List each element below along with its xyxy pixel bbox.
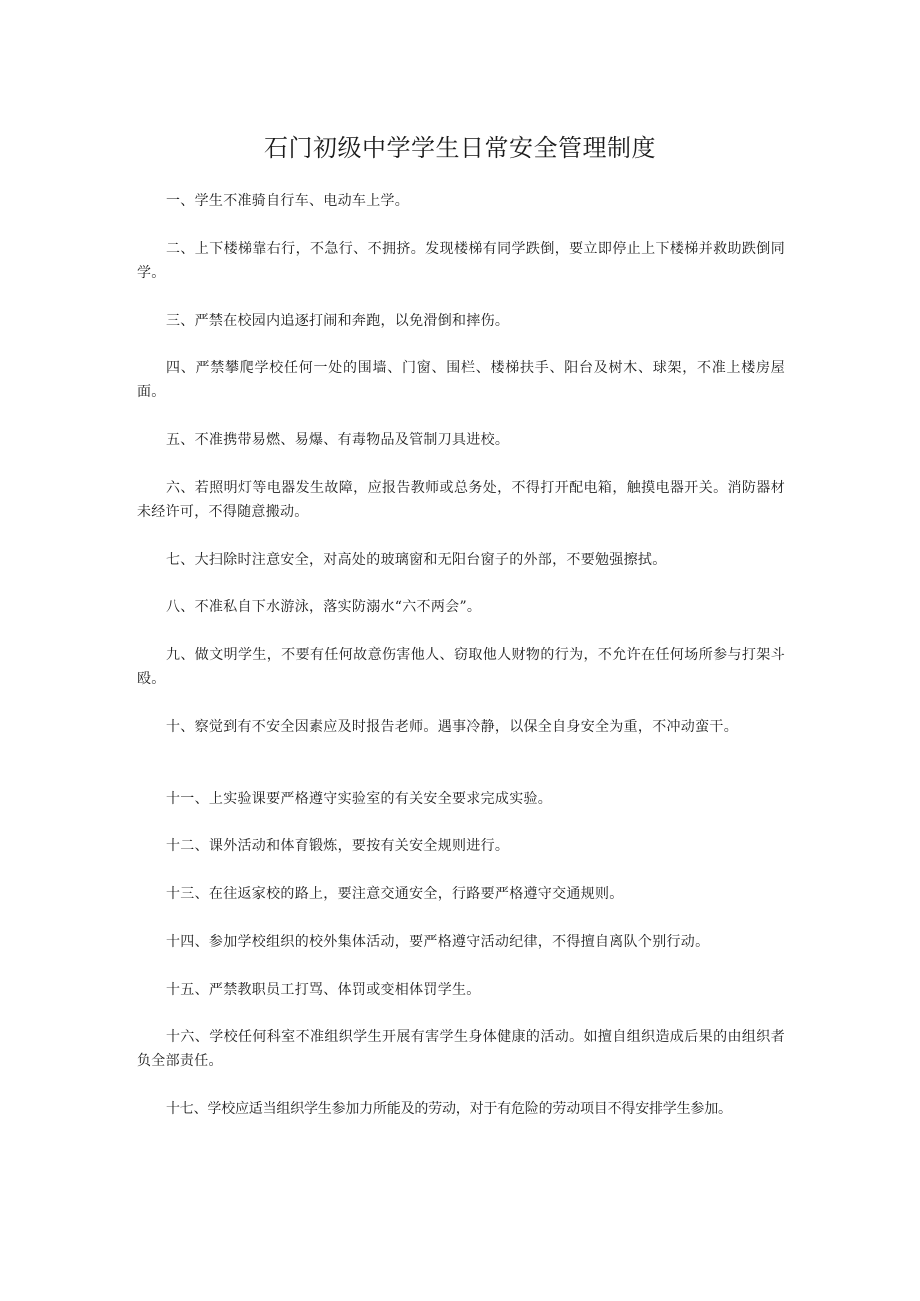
rule-item-12: 十二、课外活动和体育锻炼，要按有关安全规则进行。	[166, 838, 510, 854]
rule-item-15: 十五、严禁教职员工打骂、体罚或变相体罚学生。	[166, 982, 481, 998]
rule-item-4: 四、严禁攀爬学校任何一处的围墙、门窗、围栏、楼梯扶手、阳台及树木、球架，不准上楼房屋面。	[137, 360, 785, 400]
rule-item-11: 十一、上实验课要严格遵守实验室的有关安全要求完成实验。	[166, 791, 553, 807]
document-title: 石门初级中学学生日常安全管理制度	[264, 134, 656, 162]
rule-item-1: 一、学生不准骑自行车、电动车上学。	[166, 193, 410, 209]
rule-item-10: 十、察觉到有不安全因素应及时报告老师。遇事冷静，以保全自身安全为重，不冲动蛮干。	[166, 719, 738, 735]
rule-item-7: 七、大扫除时注意安全，对高处的玻璃窗和无阳台窗子的外部，不要勉强擦拭。	[166, 552, 667, 568]
rule-item-5: 五、不准携带易燃、易爆、有毒物品及管制刀具进校。	[166, 432, 510, 448]
rule-item-14: 十四、参加学校组织的校外集体活动，要严格遵守活动纪律，不得擅自离队个别行动。	[166, 934, 710, 950]
rule-item-6: 六、若照明灯等电器发生故障，应报告教师或总务处，不得打开配电箱，触摸电器开关。消防器材未经许可，不得随意搬动。	[137, 480, 785, 520]
rule-item-8: 八、不准私自下水游泳，落实防溺水“六不两会”。	[166, 599, 482, 615]
rule-item-3: 三、严禁在校园内追逐打闹和奔跑，以免滑倒和摔伤。	[166, 313, 510, 329]
rule-item-16: 十六、学校任何科室不准组织学生开展有害学生身体健康的活动。如擅自组织造成后果的由组织者负全部责任。	[137, 1029, 785, 1069]
rule-item-2: 二、上下楼梯靠右行，不急行、不拥挤。发现楼梯有同学跌倒，要立即停止上下楼梯并救助跌倒同学。	[137, 241, 785, 281]
rule-item-13: 十三、在往返家校的路上，要注意交通安全，行路要严格遵守交通规则。	[166, 886, 624, 902]
rule-item-17: 十七、学校应适当组织学生参加力所能及的劳动，对于有危险的劳动项目不得安排学生参加。	[166, 1101, 732, 1117]
rule-item-9: 九、做文明学生，不要有任何故意伤害他人、窃取他人财物的行为，不允许在任何场所参与打架斗殴。	[137, 647, 785, 687]
